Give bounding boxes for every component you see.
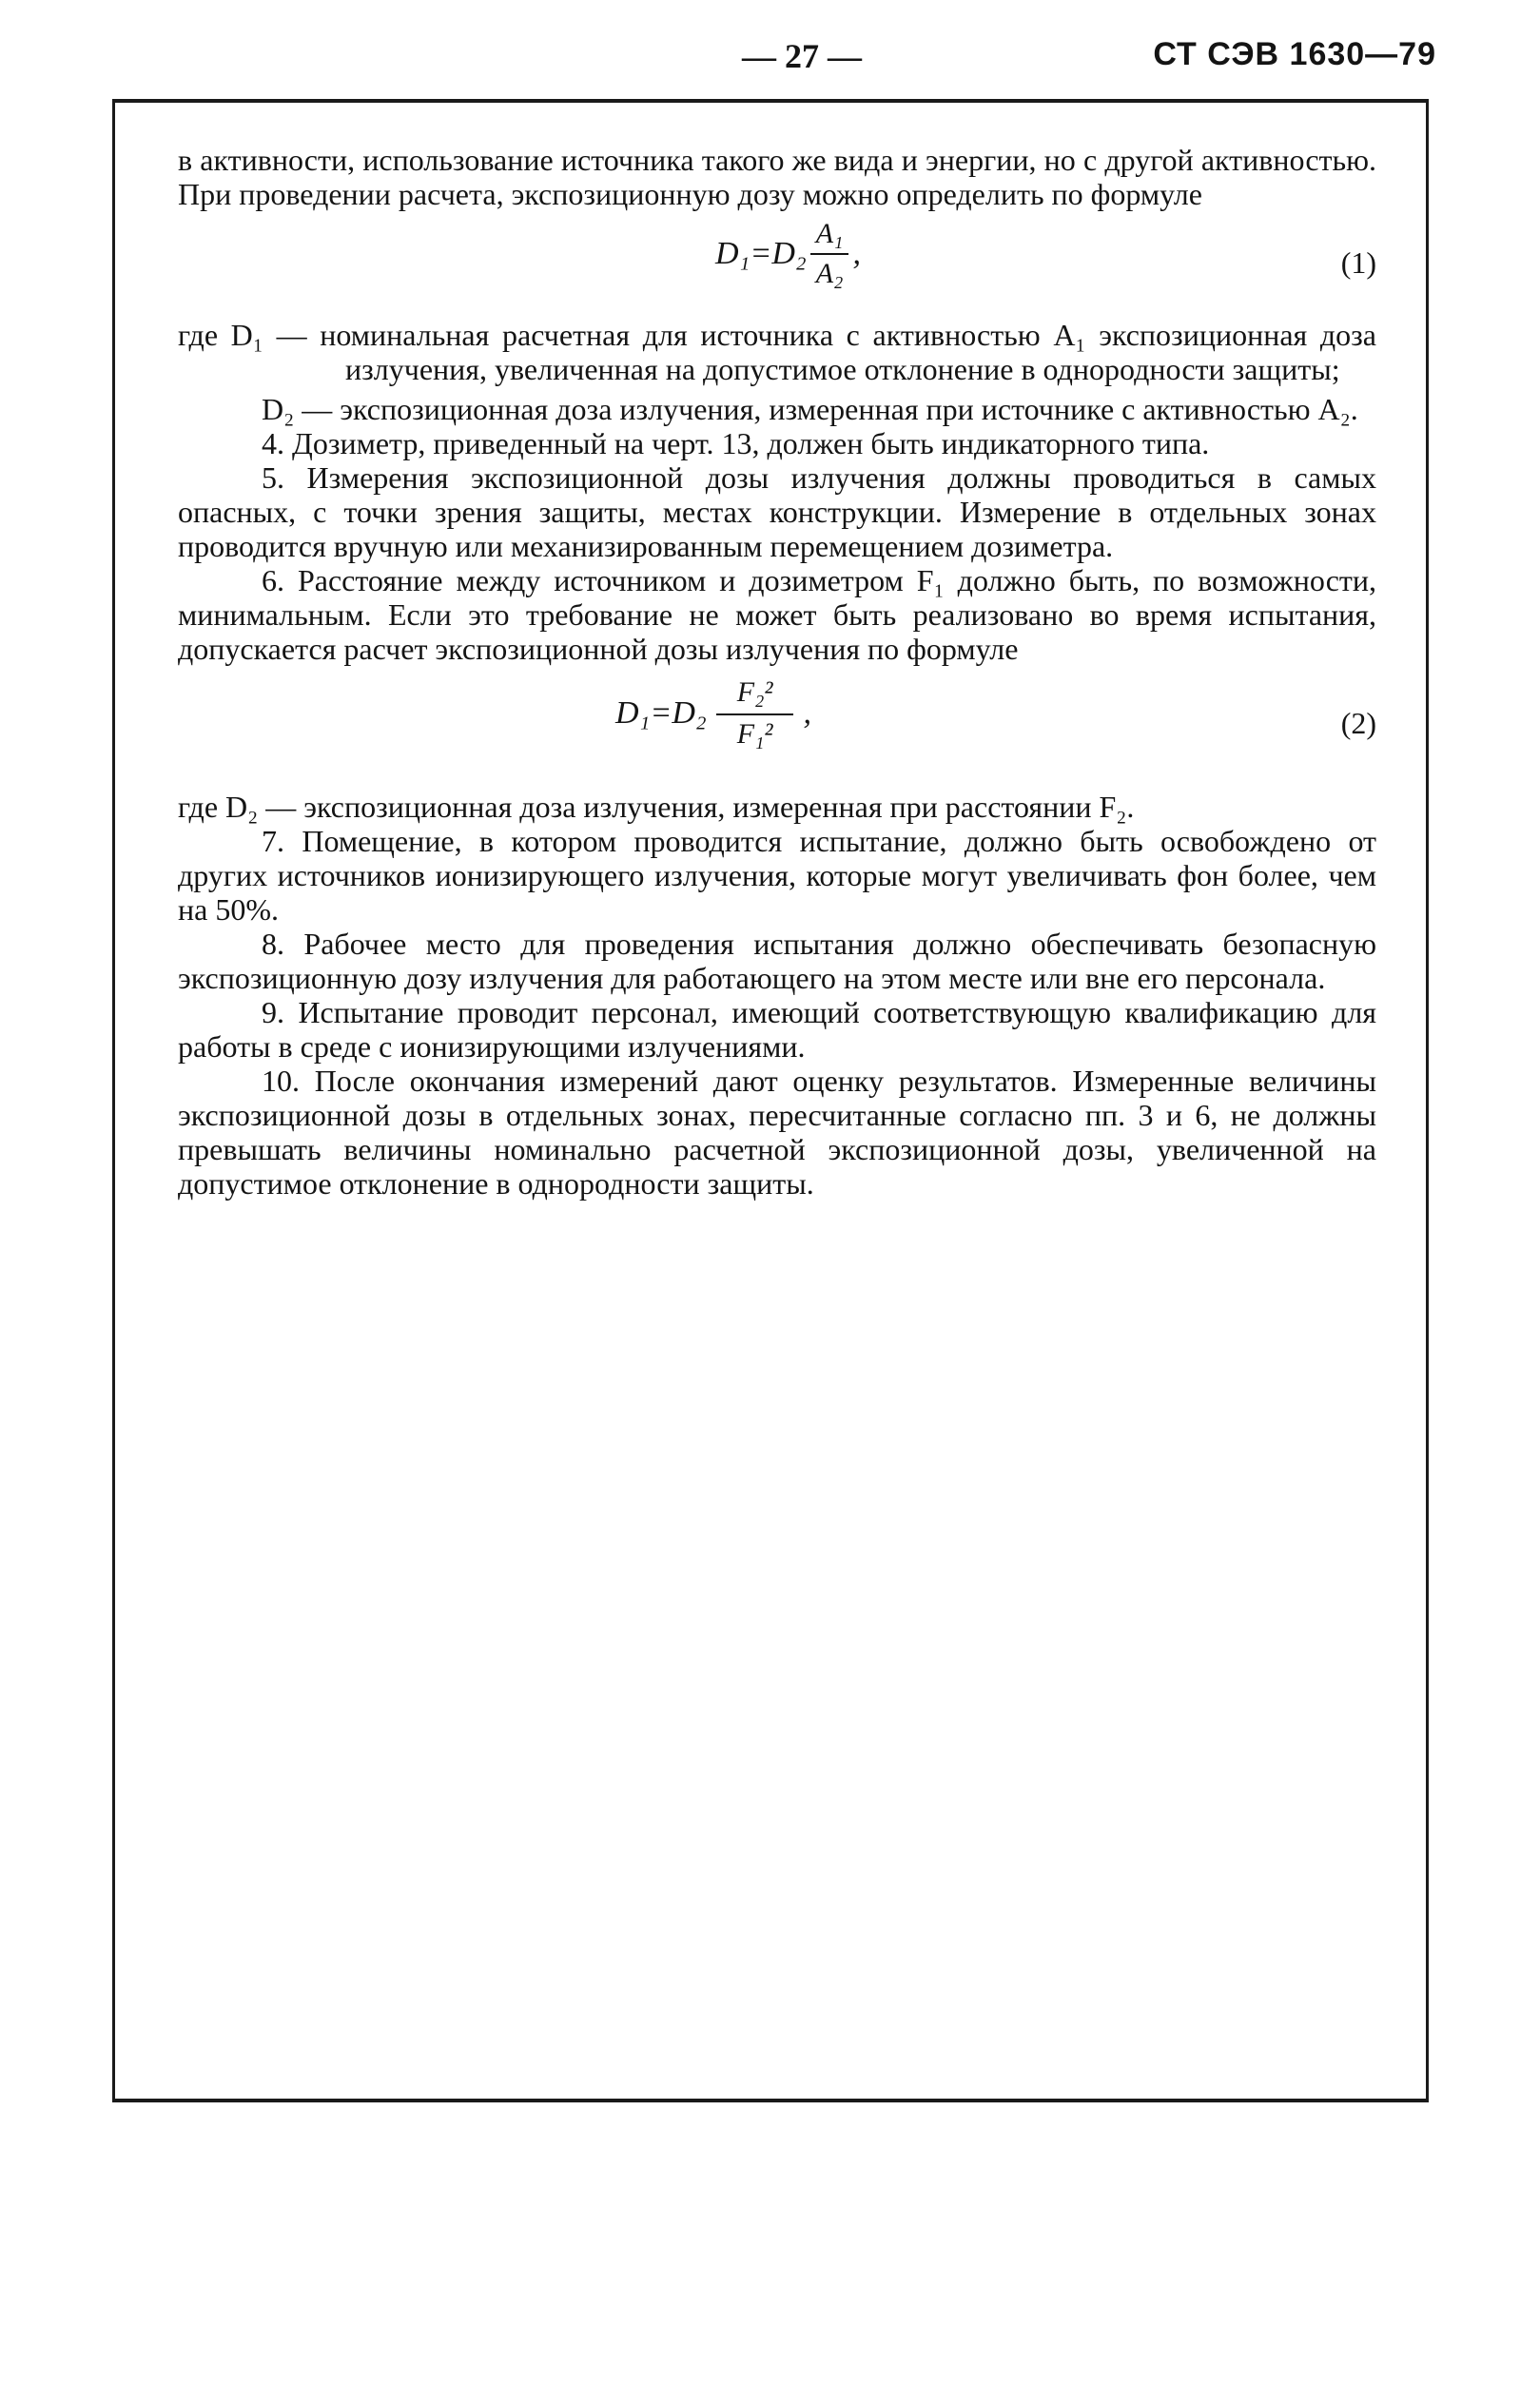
item-6: 6. Расстояние между источником и дозиметром F₁ должно быть, по возможности, минимальным. Если это требование не может быть реализовано во время испытания, допускается расчет экспозиционной дозы излучения по формуле: [178, 563, 1376, 666]
formula-1-denominator: A₂: [815, 258, 844, 289]
item-9: 9. Испытание проводит персонал, имеющий соответствующую квалификацию для работы в среде с ионизирующими излучениями.: [178, 995, 1376, 1064]
item-10: 10. После окончания измерений дают оценку результатов. Измеренные величины экспозиционной дозы в отдельных зонах, пересчитанные согласно пп. 3 и 6, не должны превышать величины номинально расчетной экспозиционной дозы, увеличенной на допустимое отклонение в однородности защиты.: [178, 1064, 1376, 1201]
formula-2: [615, 675, 811, 752]
document-code: СТ СЭВ 1630—79: [1153, 36, 1436, 72]
definition-d1-label: где D₁ —: [178, 318, 321, 352]
formula-1-lhs: D₁=D₂: [715, 236, 807, 271]
formula-1-suffix: ,: [852, 236, 861, 271]
definition-d2-text: экспозиционная доза излучения, измеренная при источнике с активностью A₂.: [340, 392, 1358, 426]
item-8: 8. Рабочее место для проведения испытания должно обеспечивать безопасную экспозиционную дозу излучения для работающего на этом месте или вне его персонала.: [178, 927, 1376, 995]
page-number: — 27 —: [742, 37, 862, 75]
definition-d1: [178, 318, 1376, 386]
definition-d2-distance: где D₂ — экспозиционная доза излучения, измеренная при расстоянии F₂.: [178, 790, 1135, 824]
item-7: 7. Помещение, в котором проводится испытание, должно быть освобождено от других источников ионизирующего излучения, которые могут увеличивать фон более, чем на 50%.: [178, 824, 1376, 927]
intro-paragraph: в активности, использование источника такого же вида и энергии, но с другой активностью. При проведении расчета, экспозиционную дозу можно определить по формуле: [178, 143, 1376, 211]
formula-1-numerator: A₁: [810, 217, 849, 255]
formula-2-lhs: D₁=D₂: [615, 695, 707, 731]
formula-1-number: (1): [1340, 245, 1376, 280]
formula-2-denominator: F₁²: [736, 718, 773, 750]
item-5: 5. Измерения экспозиционной дозы излучения должны проводиться в самых опасных, с точки зрения защиты, местах конструкции. Измерение в отдельных зонах проводится вручную или механизированным перемещением дозиметра.: [178, 460, 1376, 563]
formula-2-fraction: [716, 675, 794, 752]
formula-1-fraction: [810, 217, 849, 291]
page-content: [178, 143, 1376, 1201]
formula-2-numerator: F₂²: [716, 675, 794, 715]
formula-1-row: [178, 211, 1376, 318]
formula-2-row: [178, 666, 1376, 790]
definition-d2: [178, 392, 1376, 426]
formula-1: [715, 217, 861, 291]
formula-2-number: (2): [1340, 706, 1376, 740]
item-4: 4. Дозиметр, приведенный на черт. 13, должен быть индикаторного типа.: [262, 426, 1210, 460]
definition-d2-label: D₂ —: [262, 392, 341, 426]
definition-d1-text: номинальная расчетная для источника с активностью A₁ экспозиционная доза излучения, увеличенная на допустимое отклонение в однородности защиты;: [320, 318, 1377, 386]
formula-2-suffix: ,: [803, 695, 811, 731]
